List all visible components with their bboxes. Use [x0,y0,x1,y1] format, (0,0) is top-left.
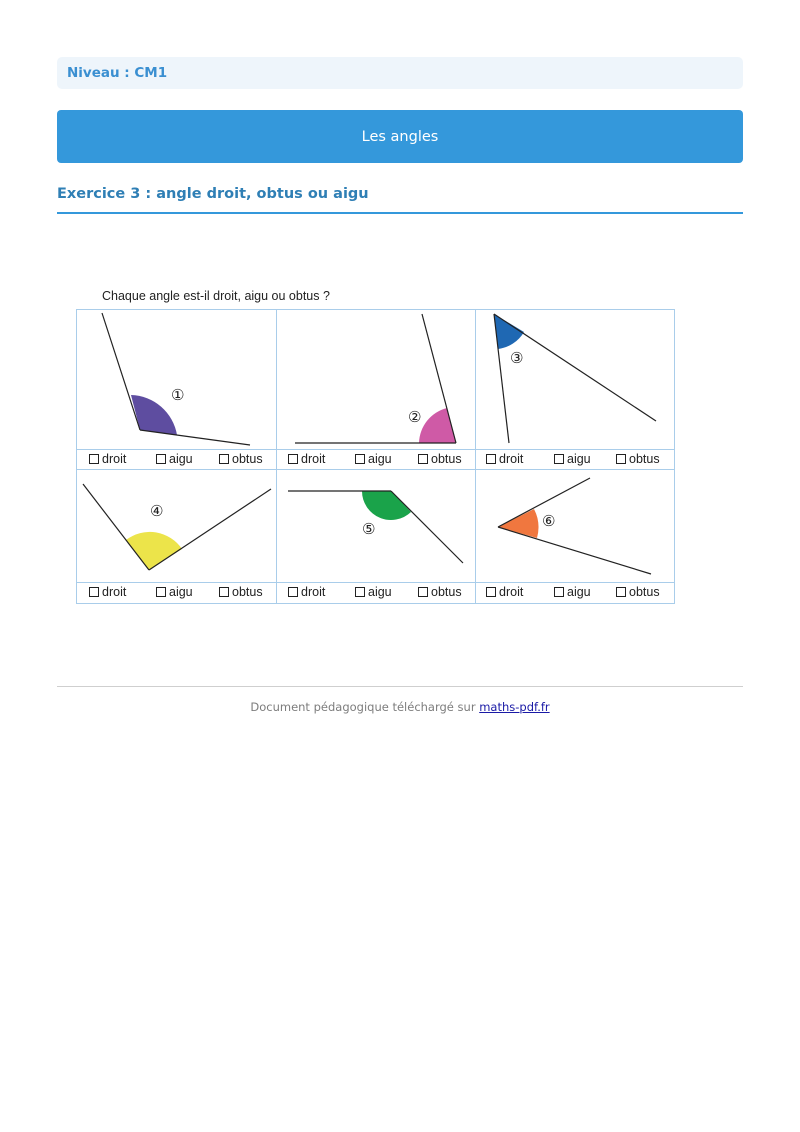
angle-3-option-aigu[interactable]: aigu [554,452,591,466]
checkbox[interactable] [156,587,166,597]
angle-cell-6 [475,469,675,604]
angle-number-4: ④ [150,502,164,520]
level-label: Niveau : CM1 [67,65,168,81]
angle-figure-2 [276,309,475,449]
angle-number-6: ⑥ [542,512,556,530]
title-banner [57,110,743,163]
angle-grid [76,309,675,604]
checkbox[interactable] [355,587,365,597]
angle-cell-3 [475,309,675,469]
checkbox[interactable] [288,587,298,597]
angle-3-option-droit[interactable]: droit [486,452,523,466]
angle-cell-2 [276,309,475,469]
checkbox[interactable] [89,587,99,597]
checkbox[interactable] [219,587,229,597]
angle-arc-5 [362,491,411,520]
angle-number-3: ③ [510,349,524,367]
checkbox[interactable] [418,587,428,597]
angle-cell-4 [76,469,276,604]
checkbox[interactable] [418,454,428,464]
angle-1-option-aigu[interactable]: aigu [156,452,193,466]
angle-number-5: ⑤ [362,520,376,538]
angle-6-option-droit[interactable]: droit [486,585,523,599]
checkbox[interactable] [89,454,99,464]
angle-5-option-aigu[interactable]: aigu [355,585,392,599]
checkbox[interactable] [288,454,298,464]
angle-number-2: ② [408,408,422,426]
exercise-heading: Exercice 3 : angle droit, obtus ou aigu [57,186,743,214]
angle-cell-1 [76,309,276,469]
footer-divider [57,686,743,687]
checkbox[interactable] [554,454,564,464]
angle-figure-5 [276,469,475,582]
angle-6-option-aigu[interactable]: aigu [554,585,591,599]
angle-5-option-obtus[interactable]: obtus [418,585,462,599]
angle-4-option-droit[interactable]: droit [89,585,126,599]
checkbox[interactable] [355,454,365,464]
checkbox[interactable] [486,454,496,464]
angle-4-option-obtus[interactable]: obtus [219,585,263,599]
angle-figure-6 [475,469,675,582]
checkbox[interactable] [554,587,564,597]
angle-figure-3 [475,309,675,449]
angle-2-option-droit[interactable]: droit [288,452,325,466]
angle-2-option-aigu[interactable]: aigu [355,452,392,466]
footer [0,700,800,714]
angle-2-option-obtus[interactable]: obtus [418,452,462,466]
checkbox[interactable] [486,587,496,597]
exercise-instruction: Chaque angle est-il droit, aigu ou obtus ? [102,289,330,303]
checkbox[interactable] [616,454,626,464]
angle-1-option-droit[interactable]: droit [89,452,126,466]
page-title: Les angles [361,128,439,145]
footer-link[interactable]: maths-pdf.fr [479,700,550,714]
angle-5-option-droit[interactable]: droit [288,585,325,599]
angle-1-option-obtus[interactable]: obtus [219,452,263,466]
checkbox[interactable] [616,587,626,597]
angle-arc-2 [419,408,456,443]
angle-number-1: ① [171,386,185,404]
checkbox[interactable] [219,454,229,464]
checkbox[interactable] [156,454,166,464]
angle-4-option-aigu[interactable]: aigu [156,585,193,599]
angle-cell-5 [276,469,475,604]
footer-text: Document pédagogique téléchargé sur [250,700,480,714]
angle-figure-1 [76,309,276,449]
angle-6-option-obtus[interactable]: obtus [616,585,660,599]
angle-figure-4 [76,469,276,582]
angle-3-option-obtus[interactable]: obtus [616,452,660,466]
level-banner [57,57,743,89]
